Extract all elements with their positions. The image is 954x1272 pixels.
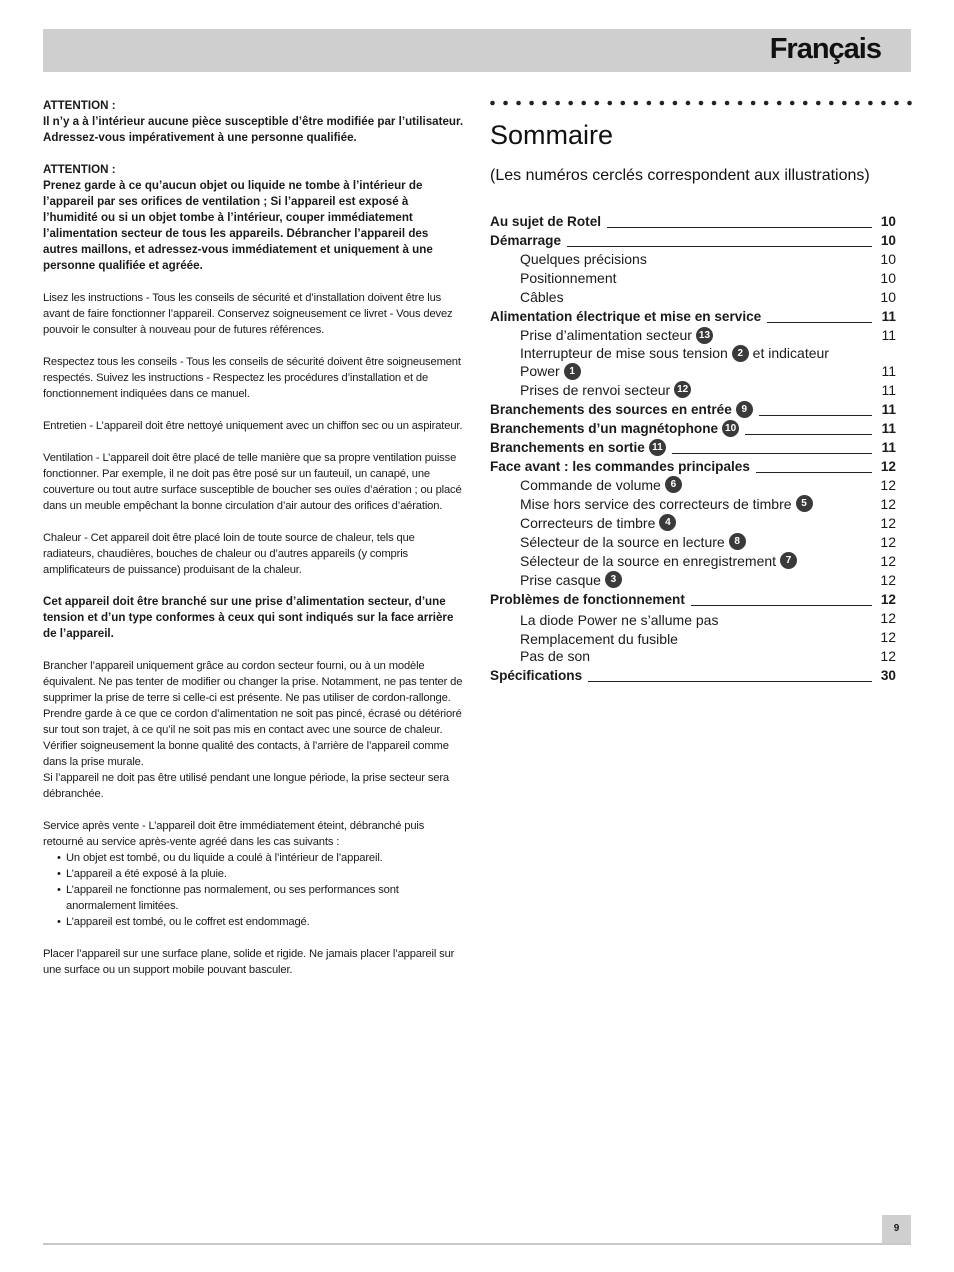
toc-subentry[interactable]: [490, 345, 896, 381]
toc-subentry[interactable]: [490, 476, 896, 495]
separator-dot: [881, 101, 886, 106]
illustration-number-badge: 12: [674, 381, 691, 398]
leader-line: [567, 246, 872, 247]
illustration-number-badge: 5: [796, 495, 813, 512]
leader-line: [745, 434, 872, 435]
toc-entry-page: 30: [880, 667, 896, 683]
instructions-paragraph: Lisez les instructions - Tous les conseils de sécurité et d’installation doivent être lus avant de faire fonctionner l’appareil. Conservez soigneusement ce livret - Vous devez pouvoir le consulter à nouveau pour de futures références.: [43, 292, 453, 336]
toc-entry-page: 11: [881, 309, 896, 324]
toc-entry-label: Pas de son: [520, 647, 591, 664]
toc-entry-page: 12: [880, 458, 896, 474]
toc-entry-page: 11: [881, 362, 896, 379]
cordon-paragraph: Brancher l’appareil uniquement grâce au cordon secteur fourni, ou à un modèle équivalent. Ne pas tenter de modifier ou changer la prise. Notamment, ne pas tenter de supprimer la prise de terre si celle-ci est présente. Ne pas utiliser de cordon-rallonge. Prendre garde à ce que ce cordon d’alimentation ne soit pas pincé, écrasé ou détérioré sur tout son trajet, à ce qu’il ne soit pas mis en contact avec une source de chaleur. Vérifier soigneusement la bonne qualité des contacts, à l’arrière de l’appareil comme dans la prise murale. Si l’appareil ne doit pas être utilisé pendant une longue période, la prise secteur sera débranchée.: [43, 660, 463, 800]
separator-dot: [725, 101, 730, 106]
toc-subentry[interactable]: [490, 647, 896, 666]
illustration-number-badge: 6: [665, 476, 682, 493]
toc-entry-label: Quelques précisions: [520, 251, 647, 267]
toc-entry-page: 12: [880, 609, 896, 626]
toc-subentry[interactable]: [490, 609, 896, 628]
separator-dot: [790, 101, 795, 106]
illustration-number-badge: 8: [729, 533, 746, 550]
toc-entry[interactable]: [490, 438, 896, 457]
toc-subentry[interactable]: [490, 628, 896, 647]
illustration-number-badge: 9: [736, 401, 753, 418]
alimentation-paragraph: Cet appareil doit être branché sur une prise d’alimentation secteur, d’une tension et d’un type conformes à ceux qui sont indiqués sur la face arrière de l’appareil.: [43, 595, 454, 640]
service-bullet: • L’appareil est tombé, ou le coffret est endommagé.: [43, 914, 465, 930]
leader-line: [691, 605, 872, 606]
toc-subentry[interactable]: [490, 533, 896, 552]
toc-entry-label: Au sujet de Rotel: [490, 214, 602, 229]
leader-line: [767, 322, 872, 323]
separator-dot: [621, 101, 626, 106]
toc-entry-label: Démarrage: [490, 233, 562, 248]
toc-entry-label: Interrupteur de mise sous tension: [520, 345, 728, 361]
toc-entry-page: 11: [881, 401, 896, 417]
separator-dot: [673, 101, 678, 106]
illustration-number-badge: 11: [649, 439, 666, 456]
separator-dot: [868, 101, 873, 106]
illustration-number-badge: 4: [659, 514, 676, 531]
illustration-number-badge: 10: [722, 420, 739, 437]
illustration-number-badge: 13: [696, 327, 713, 344]
service-intro: Service après vente - L’appareil doit être immédiatement éteint, débranché puis retourné au service après-vente agréé dans les cas suivants :: [43, 820, 425, 848]
separator-dot: [829, 101, 834, 106]
language-title: Français: [769, 33, 881, 65]
separator-dot: [490, 101, 495, 106]
toc-subentry[interactable]: [490, 269, 896, 288]
toc-entry-page: 12: [880, 628, 896, 645]
toc-subentry[interactable]: [490, 288, 896, 307]
separator-dot: [816, 101, 821, 106]
toc-entry-page: 11: [881, 439, 896, 455]
separator-dot: [529, 101, 534, 106]
toc-entry[interactable]: [490, 457, 896, 476]
separator-dot: [503, 101, 508, 106]
toc-entry-page: 12: [880, 495, 896, 512]
toc-entry-label: Remplacement du fusible: [520, 630, 678, 647]
toc-entry[interactable]: [490, 231, 896, 250]
toc-entry[interactable]: [490, 400, 896, 419]
separator-dot: [660, 101, 665, 106]
toc-entry-page: 11: [881, 420, 896, 436]
toc-entry-label: Branchements des sources en entrée: [490, 401, 732, 417]
separator-dot: [699, 101, 704, 106]
toc-subentry[interactable]: [490, 326, 896, 345]
language-header-bar: [43, 29, 911, 72]
service-bullet-list: [43, 850, 465, 930]
service-bullet: • L’appareil ne fonctionne pas normalement, ou ses performances sont anormalement limitées.: [43, 882, 465, 914]
toc-entry[interactable]: [490, 590, 896, 609]
toc-entry-page: 10: [880, 289, 896, 305]
separator-dot: [764, 101, 769, 106]
toc-entry-label: Correcteurs de timbre: [520, 514, 656, 531]
chaleur-paragraph: Chaleur - Cet appareil doit être placé loin de toute source de chaleur, tels que radiateurs, chaudières, bouches de chaleur ou d’autres appareils (y compris amplificateurs de puissance) produisant de la chaleur.: [43, 532, 415, 576]
separator-dot: [581, 101, 586, 106]
leader-line: [672, 453, 872, 454]
leader-line: [759, 415, 872, 416]
toc-subentry[interactable]: [490, 250, 896, 269]
separator-dot: [855, 101, 860, 106]
toc-entry[interactable]: [490, 419, 896, 438]
toc-subentry[interactable]: [490, 514, 896, 533]
toc-entry[interactable]: [490, 212, 896, 231]
toc-entry-label: Prise d’alimentation secteur: [520, 327, 692, 343]
illustration-number-badge: 3: [605, 571, 622, 588]
safety-instructions: [43, 98, 465, 994]
separator-dot: [894, 101, 899, 106]
toc-subentry[interactable]: [490, 552, 896, 571]
separator-dot: [712, 101, 717, 106]
warning-1: ATTENTION : Il n’y a à l’intérieur aucune pièce susceptible d’être modifiée par l’utilisateur. Adressez-vous impérativement à une personne qualifiée.: [43, 99, 464, 144]
entretien-paragraph: Entretien - L’appareil doit être nettoyé uniquement avec un chiffon sec ou un aspirateur.: [43, 420, 463, 432]
illustration-number-badge: 2: [732, 345, 749, 362]
service-bullet: • Un objet est tombé, ou du liquide a coulé à l’intérieur de l’appareil.: [43, 850, 465, 866]
toc-title: Sommaire: [490, 120, 614, 150]
toc-entry-page: 12: [880, 514, 896, 531]
separator-dot: [594, 101, 599, 106]
toc-entry-page: 10: [880, 251, 896, 267]
toc-entry-label: Problèmes de fonctionnement: [490, 591, 685, 607]
toc-subentry[interactable]: [490, 571, 896, 590]
toc-entry-page: 10: [880, 233, 896, 248]
separator-dot: [686, 101, 691, 106]
warning-2: ATTENTION : Prenez garde à ce qu’aucun objet ou liquide ne tombe à l’intérieur de l’appareil par ses orifices de ventilation ; Si l’appareil est exposé à l’humidité ou si un objet tombe à l’intérieur, couper immédiatement l’alimentation secteur de tous les appareils. Débrancher l’appareil des autres maillons, et adressez-vous immédiatement et uniquement à une personne qualifiée et agréée.: [43, 163, 433, 272]
page-number: 9: [882, 1215, 911, 1243]
toc-entry-page: 12: [880, 571, 896, 588]
toc-entry-label: Sélecteur de la source en lecture: [520, 533, 725, 550]
ventilation-paragraph: Ventilation - L’appareil doit être placé de telle manière que sa propre ventilation puisse fonctionner. Par exemple, il ne doit pas être posé sur un fauteuil, un canapé, une couverture ou tout autre surface susceptible de boucher ses ouïes d’aération ; ou placé dans un meuble empêchant la bonne circulation d’air autour des orifices d’aération.: [43, 452, 462, 512]
toc-entry-page: 10: [880, 270, 896, 286]
toc-entry-label: Alimentation électrique et mise en service: [490, 309, 762, 324]
toc-entry-label: Câbles: [520, 289, 564, 305]
toc-subentry[interactable]: [490, 495, 896, 514]
leader-line: [588, 681, 872, 682]
leader-line: [756, 472, 872, 473]
toc-entry-label-line2: Power: [520, 362, 560, 379]
toc-entry-label: Positionnement: [520, 270, 617, 286]
leader-line: [607, 227, 872, 228]
separator-dot: [751, 101, 756, 106]
service-paragraph: [43, 818, 465, 930]
separator-dot: [647, 101, 652, 106]
toc-entry-label-continued: et indicateur: [752, 345, 829, 361]
separator-dot: [842, 101, 847, 106]
toc-entry-page: 10: [880, 214, 896, 229]
separator-dot: [607, 101, 612, 106]
separator-dot: [634, 101, 639, 106]
toc-entry-label: Spécifications: [490, 667, 583, 683]
separator-dot: [803, 101, 808, 106]
separator-dot: [516, 101, 521, 106]
toc-entry-page: 12: [880, 591, 896, 607]
toc-entry-page: 12: [880, 533, 896, 550]
conseils-paragraph: Respectez tous les conseils - Tous les conseils de sécurité doivent être soigneusement respectés. Suivez les instructions - Respectez les procédures d’installation et de fonctionnement indiquées dans ce manuel.: [43, 356, 461, 400]
toc-entry-page: 11: [881, 381, 896, 398]
toc-entry-label: Face avant : les commandes principales: [490, 458, 750, 474]
toc-entry[interactable]: [490, 307, 896, 326]
separator-dot: [568, 101, 573, 106]
toc-entry-page: 12: [880, 552, 896, 569]
toc-entry-page: 11: [881, 327, 896, 343]
table-of-contents: [490, 212, 896, 685]
toc-subtitle: (Les numéros cerclés correspondent aux illustrations): [490, 167, 870, 184]
toc-entry-label: Branchements d’un magnétophone: [490, 420, 719, 436]
toc-entry-label: Prises de renvoi secteur: [520, 381, 671, 398]
illustration-number-badge: 7: [780, 552, 797, 569]
separator-dot: [542, 101, 547, 106]
toc-entry[interactable]: [490, 666, 896, 685]
toc-entry-label: Branchements en sortie: [490, 439, 645, 455]
placer-paragraph: Placer l’appareil sur une surface plane, solide et rigide. Ne jamais placer l’appareil sur une surface ou un support mobile pouvant basculer.: [43, 948, 455, 976]
toc-subentry[interactable]: [490, 381, 896, 400]
toc-entry-label: Mise hors service des correcteurs de timbre: [520, 495, 792, 512]
toc-entry-label: La diode Power ne s’allume pas: [520, 611, 719, 628]
separator-dot: [907, 101, 912, 106]
separator-dot: [738, 101, 743, 106]
toc-entry-page: 12: [880, 647, 896, 664]
toc-entry-page: 12: [880, 476, 896, 493]
toc-entry-label: Sélecteur de la source en enregistrement: [520, 552, 777, 569]
toc-entry-label: Commande de volume: [520, 476, 661, 493]
toc-entry-label: Prise casque: [520, 571, 601, 588]
dotted-separator: [490, 99, 912, 107]
separator-dot: [555, 101, 560, 106]
footer-rule: [43, 1243, 911, 1245]
service-bullet: • L’appareil a été exposé à la pluie.: [43, 866, 465, 882]
separator-dot: [777, 101, 782, 106]
illustration-number-badge: 1: [564, 363, 581, 380]
